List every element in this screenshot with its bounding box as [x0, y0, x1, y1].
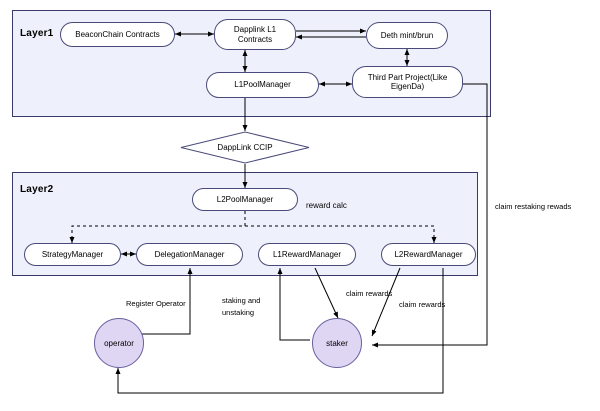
edge-label-unstaking: unstaking — [222, 308, 255, 317]
actor-label: staker — [326, 338, 348, 348]
edge-label-claim-rewards-left: claim rewards — [346, 289, 393, 298]
node-deth-mint-burn[interactable] — [366, 22, 448, 49]
node-l1-reward-manager[interactable] — [258, 243, 356, 266]
node-label: L2PoolManager — [216, 194, 274, 204]
node-beaconchain-contracts[interactable] — [60, 22, 175, 47]
node-third-part-project[interactable] — [352, 66, 463, 98]
actor-staker[interactable] — [312, 318, 362, 368]
node-l1-pool-manager[interactable] — [206, 72, 319, 98]
node-label: DelegationManager — [154, 249, 225, 259]
node-label: Dapplink L1 Contracts — [233, 25, 277, 44]
edge-label-reward-calc: reward calc — [306, 201, 347, 210]
layer1-label: Layer1 — [20, 28, 54, 39]
node-label: L1PoolManager — [234, 80, 291, 90]
actor-operator[interactable] — [94, 318, 144, 368]
node-label: Deth mint/brun — [380, 30, 434, 40]
node-delegation-manager[interactable] — [136, 243, 243, 266]
node-label: L1RewardManager — [272, 249, 342, 259]
edge-label-staking-and: staking and — [222, 296, 261, 305]
node-label: BeaconChain Contracts — [75, 29, 160, 39]
node-dapplink-ccip[interactable] — [180, 131, 310, 164]
node-l2-pool-manager[interactable] — [192, 188, 298, 211]
actor-label: operator — [104, 338, 134, 348]
node-label: L2RewardManager — [394, 249, 463, 259]
edge-label-claim-rewards-right: claim rewards — [399, 300, 446, 309]
edge-label-claim-restaking-rewads: claim restaking rewads — [495, 202, 572, 211]
layer2-label: Layer2 — [20, 184, 54, 195]
node-l2-reward-manager[interactable] — [381, 243, 476, 266]
node-label: DappLink CCIP — [217, 143, 273, 152]
node-label: StrategyManager — [41, 249, 104, 259]
edge-label-register-operator: Register Operator — [126, 299, 186, 308]
node-label: Third Part Project(Like EigenDa) — [367, 72, 448, 91]
node-strategy-manager[interactable] — [24, 243, 121, 266]
node-dapplink-l1-contracts[interactable] — [214, 19, 296, 50]
